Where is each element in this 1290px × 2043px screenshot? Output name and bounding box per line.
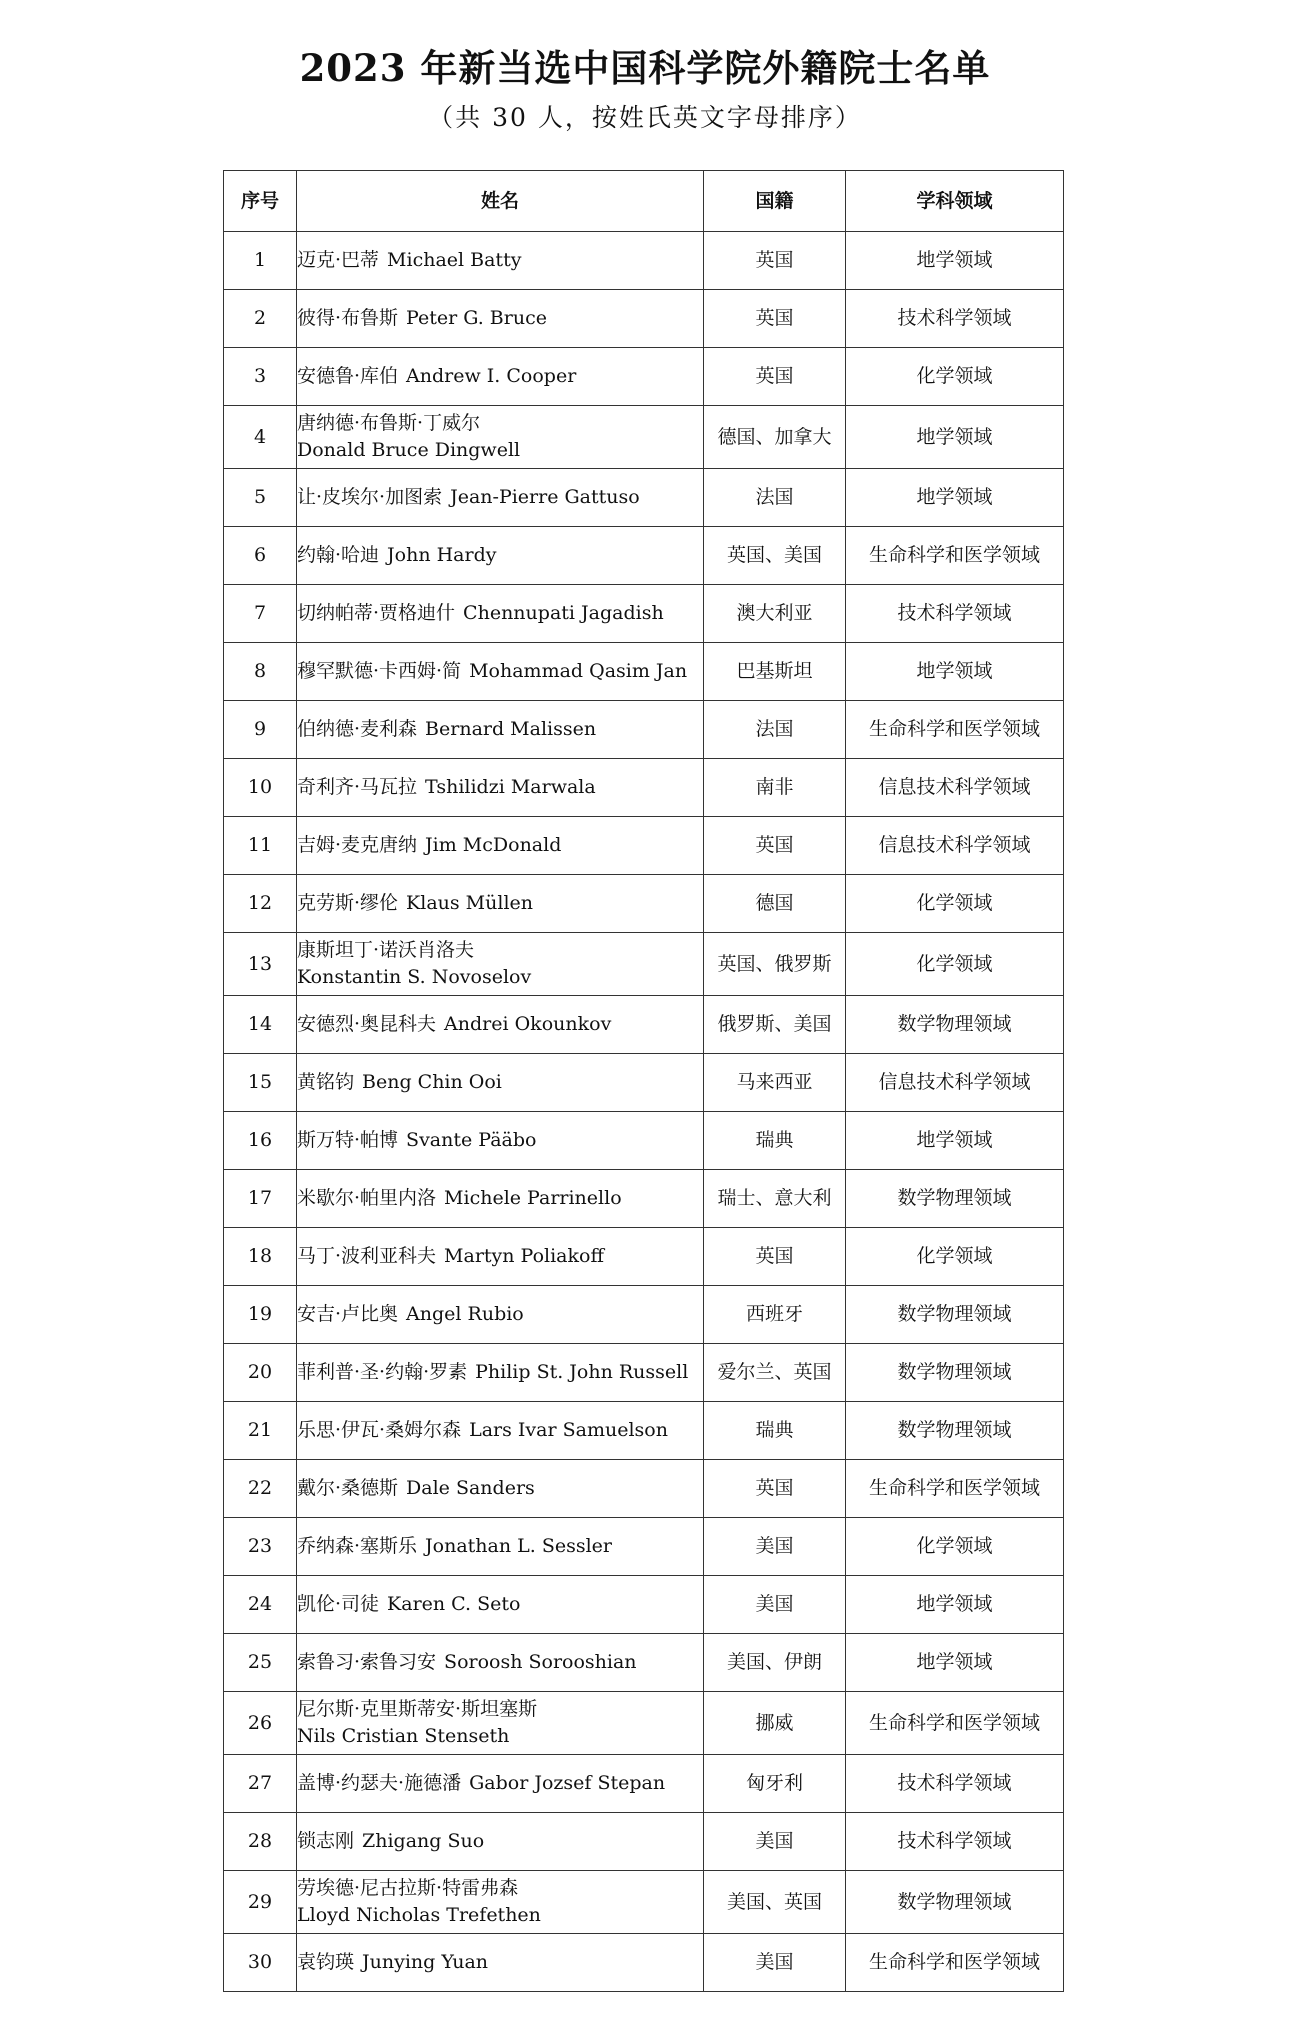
name-english: Jonathan L. Sessler [425, 1535, 613, 1557]
row-number: 27 [224, 1755, 297, 1813]
field-cell: 数学物理领域 [846, 996, 1064, 1054]
row-number: 23 [224, 1518, 297, 1576]
nationality-cell: 德国、加拿大 [704, 406, 846, 469]
field-cell: 生命科学和医学领域 [846, 1460, 1064, 1518]
name-chinese: 迈克·巴蒂 [297, 249, 380, 271]
name-english: Jean-Pierre Gattuso [450, 486, 640, 508]
field-cell: 地学领域 [846, 406, 1064, 469]
field-cell: 地学领域 [846, 1576, 1064, 1634]
name-chinese: 彼得·布鲁斯 [297, 307, 399, 329]
table-row [224, 1460, 1064, 1518]
name-english: Martyn Poliakoff [444, 1245, 604, 1267]
field-cell: 信息技术科学领域 [846, 1054, 1064, 1112]
row-number: 26 [224, 1692, 297, 1755]
table-row [224, 1871, 1064, 1934]
name-chinese: 锁志刚 [297, 1830, 355, 1852]
nationality-cell: 美国、伊朗 [704, 1634, 846, 1692]
nationality-cell: 瑞士、意大利 [704, 1170, 846, 1228]
row-number: 22 [224, 1460, 297, 1518]
name-cell [297, 643, 704, 701]
row-number: 16 [224, 1112, 297, 1170]
name-chinese: 乐思·伊瓦·桑姆尔森 [297, 1419, 462, 1441]
name-english: Konstantin S. Novoselov [297, 966, 532, 988]
row-number: 11 [224, 817, 297, 875]
name-english: Jim McDonald [425, 834, 562, 856]
table-row [224, 1634, 1064, 1692]
nationality-cell: 英国 [704, 817, 846, 875]
field-cell: 生命科学和医学领域 [846, 1692, 1064, 1755]
name-cell [297, 1634, 704, 1692]
row-number: 13 [224, 933, 297, 996]
nationality-cell: 巴基斯坦 [704, 643, 846, 701]
nationality-cell: 爱尔兰、英国 [704, 1344, 846, 1402]
field-cell: 生命科学和医学领域 [846, 701, 1064, 759]
field-cell: 技术科学领域 [846, 585, 1064, 643]
name-english: Svante Pääbo [406, 1129, 537, 1151]
name-chinese: 黄铭钧 [297, 1071, 355, 1093]
name-cell [297, 1402, 704, 1460]
row-number: 6 [224, 527, 297, 585]
row-number: 18 [224, 1228, 297, 1286]
name-chinese: 唐纳德·布鲁斯·丁威尔 [297, 412, 481, 434]
nationality-cell: 美国 [704, 1576, 846, 1634]
nationality-cell: 德国 [704, 875, 846, 933]
field-cell: 信息技术科学领域 [846, 759, 1064, 817]
name-cell [297, 406, 704, 469]
name-chinese: 凯伦·司徒 [297, 1593, 380, 1615]
name-english: Klaus Müllen [406, 892, 533, 914]
name-cell [297, 527, 704, 585]
name-english: Donald Bruce Dingwell [297, 439, 521, 461]
field-cell: 技术科学领域 [846, 1755, 1064, 1813]
row-number: 21 [224, 1402, 297, 1460]
name-cell [297, 1934, 704, 1992]
name-chinese: 伯纳德·麦利森 [297, 718, 418, 740]
nationality-cell: 澳大利亚 [704, 585, 846, 643]
row-number: 14 [224, 996, 297, 1054]
row-number: 2 [224, 290, 297, 348]
field-cell: 化学领域 [846, 348, 1064, 406]
table-row [224, 1934, 1064, 1992]
row-number: 7 [224, 585, 297, 643]
row-number: 19 [224, 1286, 297, 1344]
name-cell [297, 1871, 704, 1934]
name-chinese: 袁钧瑛 [297, 1951, 355, 1973]
nationality-cell: 美国 [704, 1934, 846, 1992]
name-english: John Hardy [387, 544, 497, 566]
field-cell: 生命科学和医学领域 [846, 527, 1064, 585]
name-chinese: 安德烈·奥昆科夫 [297, 1013, 437, 1035]
name-english: Soroosh Sorooshian [444, 1651, 637, 1673]
field-cell: 信息技术科学领域 [846, 817, 1064, 875]
name-cell [297, 1286, 704, 1344]
name-english: Michele Parrinello [444, 1187, 622, 1209]
field-cell: 数学物理领域 [846, 1344, 1064, 1402]
field-cell: 数学物理领域 [846, 1402, 1064, 1460]
row-number: 8 [224, 643, 297, 701]
name-english: Nils Cristian Stenseth [297, 1725, 510, 1747]
table-row [224, 1112, 1064, 1170]
row-number: 10 [224, 759, 297, 817]
name-chinese: 戴尔·桑德斯 [297, 1477, 399, 1499]
name-cell [297, 1228, 704, 1286]
field-cell: 地学领域 [846, 232, 1064, 290]
document-title: 2023 年新当选中国科学院外籍院士名单 [299, 46, 991, 90]
name-english: Lloyd Nicholas Trefethen [297, 1904, 541, 1926]
table-row [224, 1692, 1064, 1755]
row-number: 3 [224, 348, 297, 406]
field-cell: 数学物理领域 [846, 1286, 1064, 1344]
field-cell: 化学领域 [846, 1518, 1064, 1576]
table-row [224, 527, 1064, 585]
table-row [224, 1170, 1064, 1228]
name-cell [297, 585, 704, 643]
name-english: Lars Ivar Samuelson [469, 1419, 668, 1441]
nationality-cell: 英国 [704, 348, 846, 406]
table-row [224, 1518, 1064, 1576]
name-chinese: 尼尔斯·克里斯蒂安·斯坦塞斯 [297, 1698, 538, 1720]
table-row [224, 933, 1064, 996]
row-number: 1 [224, 232, 297, 290]
nationality-cell: 法国 [704, 701, 846, 759]
name-chinese: 乔纳森·塞斯乐 [297, 1535, 418, 1557]
table-row [224, 817, 1064, 875]
name-english: Andrei Okounkov [444, 1013, 612, 1035]
field-cell: 化学领域 [846, 933, 1064, 996]
field-cell: 地学领域 [846, 643, 1064, 701]
name-cell [297, 1692, 704, 1755]
table-row [224, 1576, 1064, 1634]
table-row [224, 759, 1064, 817]
nationality-cell: 美国 [704, 1518, 846, 1576]
name-english: Andrew I. Cooper [406, 365, 577, 387]
name-cell [297, 290, 704, 348]
field-cell: 数学物理领域 [846, 1170, 1064, 1228]
row-number: 25 [224, 1634, 297, 1692]
name-chinese: 安吉·卢比奥 [297, 1303, 399, 1325]
row-number: 29 [224, 1871, 297, 1934]
name-chinese: 康斯坦丁·诺沃肖洛夫 [297, 939, 475, 961]
table-row [224, 1402, 1064, 1460]
field-cell: 技术科学领域 [846, 1813, 1064, 1871]
nationality-cell: 俄罗斯、美国 [704, 996, 846, 1054]
name-cell [297, 1755, 704, 1813]
name-english: Tshilidzi Marwala [425, 776, 596, 798]
row-number: 12 [224, 875, 297, 933]
nationality-cell: 英国、俄罗斯 [704, 933, 846, 996]
nationality-cell: 英国 [704, 1460, 846, 1518]
table-row [224, 1755, 1064, 1813]
name-chinese: 穆罕默德·卡西姆·简 [297, 660, 462, 682]
name-chinese: 约翰·哈迪 [297, 544, 380, 566]
name-chinese: 劳埃德·尼古拉斯·特雷弗森 [297, 1877, 519, 1899]
name-english: Mohammad Qasim Jan [469, 660, 688, 682]
name-chinese: 盖博·约瑟夫·施德潘 [297, 1772, 462, 1794]
name-english: Angel Rubio [406, 1303, 524, 1325]
table-row [224, 348, 1064, 406]
nationality-cell: 美国 [704, 1813, 846, 1871]
nationality-cell: 瑞典 [704, 1402, 846, 1460]
table-row [224, 232, 1064, 290]
nationality-cell: 法国 [704, 469, 846, 527]
nationality-cell: 美国、英国 [704, 1871, 846, 1934]
name-cell [297, 933, 704, 996]
nationality-cell: 马来西亚 [704, 1054, 846, 1112]
row-number: 20 [224, 1344, 297, 1402]
nationality-cell: 瑞典 [704, 1112, 846, 1170]
nationality-cell: 英国 [704, 1228, 846, 1286]
nationality-cell: 英国 [704, 232, 846, 290]
header-field: 学科领域 [846, 171, 1064, 232]
name-chinese: 切纳帕蒂·贾格迪什 [297, 602, 456, 624]
table-row [224, 290, 1064, 348]
name-english: Junying Yuan [362, 1951, 489, 1973]
name-chinese: 吉姆·麦克唐纳 [297, 834, 418, 856]
name-chinese: 索鲁习·索鲁习安 [297, 1651, 437, 1673]
table-row [224, 585, 1064, 643]
table-row [224, 469, 1064, 527]
academician-table [223, 170, 1064, 1992]
field-cell: 生命科学和医学领域 [846, 1934, 1064, 1992]
name-cell [297, 996, 704, 1054]
row-number: 4 [224, 406, 297, 469]
table-row [224, 406, 1064, 469]
name-english: Karen C. Seto [387, 1593, 521, 1615]
table-row [224, 1813, 1064, 1871]
table-row [224, 1228, 1064, 1286]
table-row [224, 996, 1064, 1054]
field-cell: 技术科学领域 [846, 290, 1064, 348]
name-english: Michael Batty [387, 249, 522, 271]
table-header-row [224, 171, 1064, 232]
name-english: Bernard Malissen [425, 718, 597, 740]
name-cell [297, 1344, 704, 1402]
name-chinese: 奇利齐·马瓦拉 [297, 776, 418, 798]
name-english: Beng Chin Ooi [362, 1071, 502, 1093]
name-cell [297, 1170, 704, 1228]
row-number: 15 [224, 1054, 297, 1112]
nationality-cell: 匈牙利 [704, 1755, 846, 1813]
row-number: 5 [224, 469, 297, 527]
name-cell [297, 1460, 704, 1518]
nationality-cell: 挪威 [704, 1692, 846, 1755]
name-cell [297, 1576, 704, 1634]
row-number: 28 [224, 1813, 297, 1871]
table-row [224, 1344, 1064, 1402]
table-body [224, 232, 1064, 1992]
field-cell: 地学领域 [846, 469, 1064, 527]
name-chinese: 米歇尔·帕里内洛 [297, 1187, 437, 1209]
name-cell [297, 817, 704, 875]
name-english: Dale Sanders [406, 1477, 535, 1499]
name-cell [297, 1813, 704, 1871]
row-number: 17 [224, 1170, 297, 1228]
field-cell: 地学领域 [846, 1112, 1064, 1170]
table-row [224, 1286, 1064, 1344]
header-name: 姓名 [297, 171, 704, 232]
name-cell [297, 469, 704, 527]
table-row [224, 1054, 1064, 1112]
header-nationality: 国籍 [704, 171, 846, 232]
field-cell: 化学领域 [846, 875, 1064, 933]
table-row [224, 875, 1064, 933]
document-subtitle: （共 30 人，按姓氏英文字母排序） [428, 103, 862, 132]
table-row [224, 643, 1064, 701]
name-chinese: 安德鲁·库伯 [297, 365, 399, 387]
name-chinese: 克劳斯·缪伦 [297, 892, 399, 914]
name-english: Philip St. John Russell [475, 1361, 689, 1383]
name-english: Chennupati Jagadish [463, 602, 664, 624]
header-no: 序号 [224, 171, 297, 232]
nationality-cell: 英国、美国 [704, 527, 846, 585]
name-cell [297, 875, 704, 933]
table-row [224, 701, 1064, 759]
name-cell [297, 348, 704, 406]
name-chinese: 菲利普·圣·约翰·罗素 [297, 1361, 468, 1383]
name-cell [297, 701, 704, 759]
name-cell [297, 759, 704, 817]
nationality-cell: 英国 [704, 290, 846, 348]
row-number: 24 [224, 1576, 297, 1634]
row-number: 9 [224, 701, 297, 759]
nationality-cell: 南非 [704, 759, 846, 817]
field-cell: 数学物理领域 [846, 1871, 1064, 1934]
name-cell [297, 1112, 704, 1170]
row-number: 30 [224, 1934, 297, 1992]
nationality-cell: 西班牙 [704, 1286, 846, 1344]
name-chinese: 马丁·波利亚科夫 [297, 1245, 437, 1267]
name-cell [297, 1054, 704, 1112]
name-english: Peter G. Bruce [406, 307, 547, 329]
name-cell [297, 232, 704, 290]
name-chinese: 让·皮埃尔·加图索 [297, 486, 443, 508]
name-cell [297, 1518, 704, 1576]
field-cell: 地学领域 [846, 1634, 1064, 1692]
name-english: Zhigang Suo [362, 1830, 485, 1852]
name-english: Gabor Jozsef Stepan [469, 1772, 666, 1794]
name-chinese: 斯万特·帕博 [297, 1129, 399, 1151]
field-cell: 化学领域 [846, 1228, 1064, 1286]
